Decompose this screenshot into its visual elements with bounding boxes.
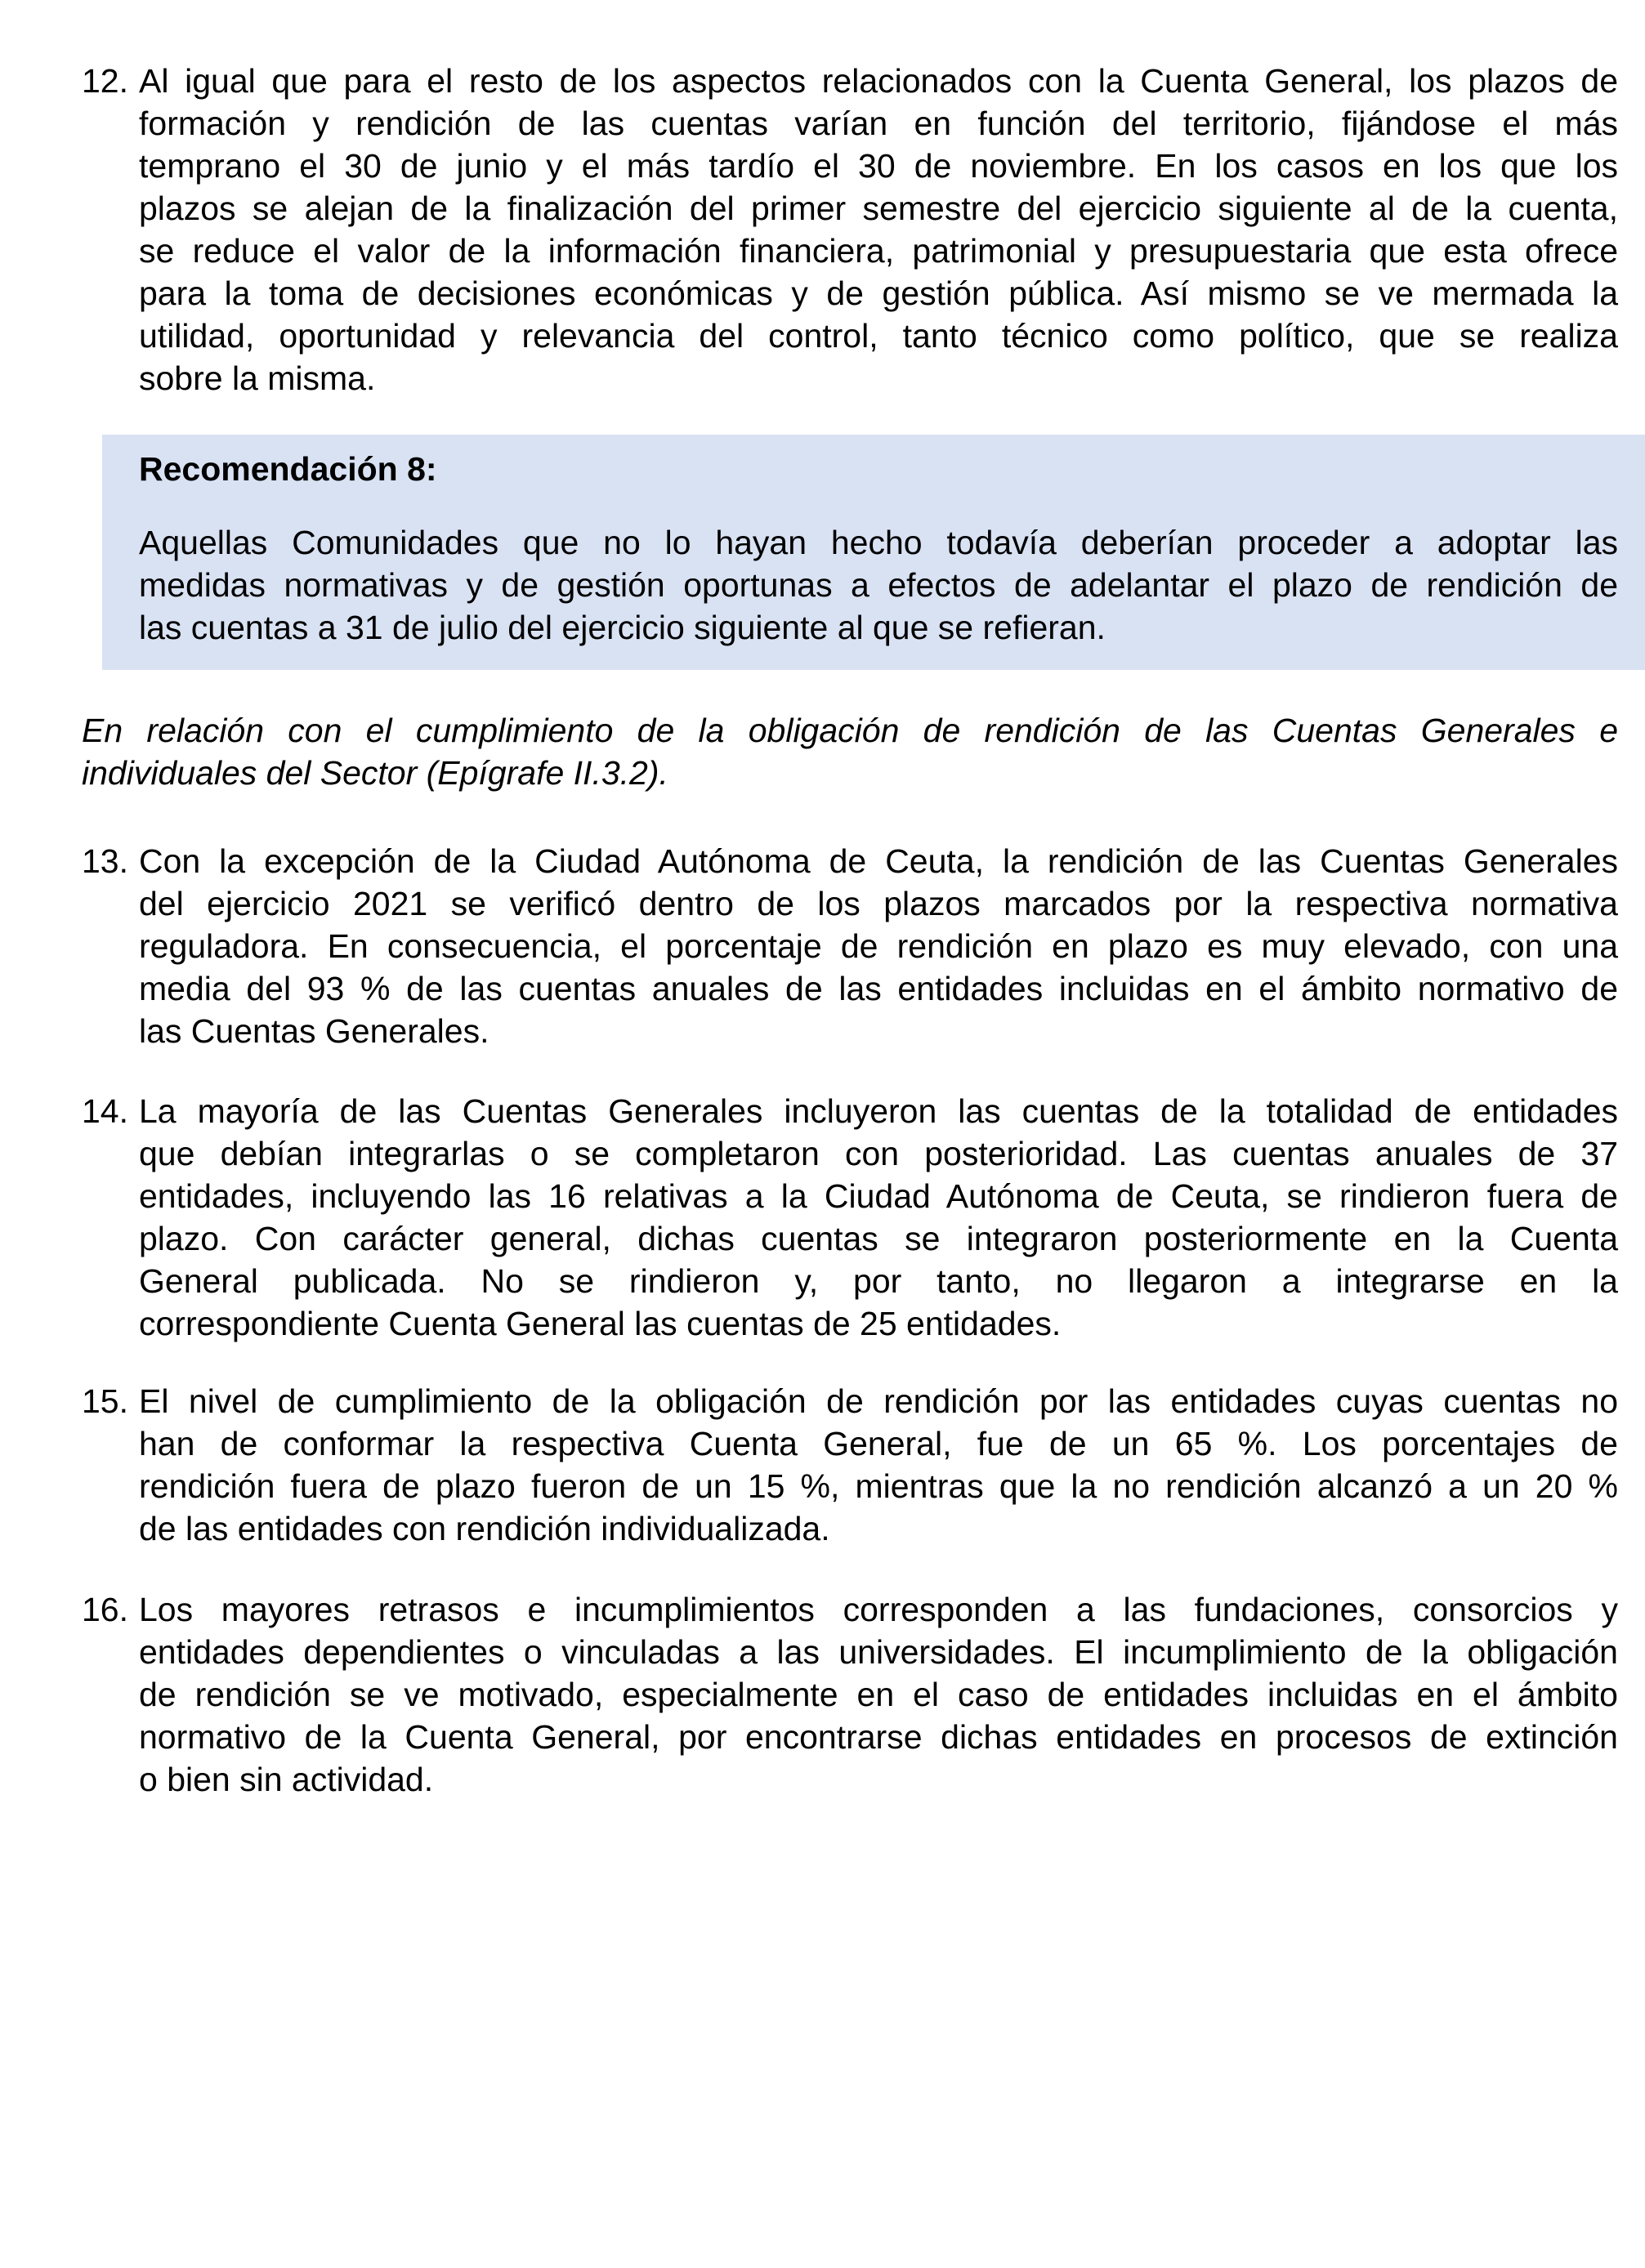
text-line: entidades, incluyendo las 16 relativas a la Ciudad Autónoma de Ceuta, se rindieron fuera de (139, 1177, 1618, 1215)
paragraph-13 (82, 840, 1618, 1052)
text-line: que debían integrarlas o se completaron con posterioridad. Las cuentas anuales de 37 (139, 1135, 1618, 1172)
text-line: reguladora. En consecuencia, el porcentaje de rendición en plazo es muy elevado, con una (139, 927, 1618, 965)
text-line: El nivel de cumplimiento de la obligación de rendición por las entidades cuyas cuentas no (139, 1382, 1618, 1420)
text-line: para la toma de decisiones económicas y de gestión pública. Así mismo se ve mermada la (139, 275, 1618, 312)
paragraph-number: 16. (82, 1591, 128, 1628)
text-line: del ejercicio 2021 se verificó dentro de los plazos marcados por la respectiva normativa (139, 885, 1618, 922)
text-line: Con la excepción de la Ciudad Autónoma de Ceuta, la rendición de las Cuentas Generales (139, 842, 1618, 880)
paragraph-15 (82, 1380, 1618, 1550)
text-line: Al igual que para el resto de los aspectos relacionados con la Cuenta General, los plazos de (139, 62, 1618, 100)
text-line: utilidad, oportunidad y relevancia del control, tanto técnico como político, que se realiza (139, 317, 1618, 355)
paragraph-12 (82, 60, 1618, 400)
text-line: formación y rendición de las cuentas varían en función del territorio, fijándose el más (139, 105, 1618, 142)
recommendation-body (139, 521, 1618, 649)
text-line: rendición fuera de plazo fueron de un 15 %, mientras que la no rendición alcanzó a un 20 % (139, 1467, 1618, 1505)
text-line: entidades dependientes o vinculadas a las universidades. El incumplimiento de la obligación (139, 1633, 1618, 1671)
paragraph-number: 12. (82, 62, 128, 100)
paragraph-number: 13. (82, 842, 128, 880)
recommendation-title: Recomendación 8: (139, 450, 437, 488)
text-line: de las entidades con rendición individualizada. (139, 1510, 830, 1547)
paragraph-number: 14. (82, 1092, 128, 1130)
text-line: se reduce el valor de la información financiera, patrimonial y presupuestaria que esta ofrece (139, 232, 1618, 270)
text-line: sobre la misma. (139, 359, 376, 397)
text-line: medidas normativas y de gestión oportunas a efectos de adelantar el plazo de rendición de (139, 566, 1618, 604)
text-line: o bien sin actividad. (139, 1761, 434, 1798)
paragraphs-before-recommendation (82, 60, 1618, 400)
paragraphs-after-recommendation (82, 840, 1618, 1801)
text-line: plazo. Con carácter general, dichas cuentas se integraron posteriormente en la Cuenta (139, 1220, 1618, 1257)
text-line: las Cuentas Generales. (139, 1012, 489, 1050)
text-line: individuales del Sector (Epígrafe II.3.2). (82, 754, 668, 792)
text-line: plazos se alejan de la finalización del primer semestre del ejercicio siguiente al de la cuenta, (139, 190, 1618, 227)
paragraph-number: 15. (82, 1382, 128, 1420)
paragraph-14 (82, 1090, 1618, 1345)
text-line: correspondiente Cuenta General las cuentas de 25 entidades. (139, 1305, 1062, 1342)
text-line: La mayoría de las Cuentas Generales incluyeron las cuentas de la totalidad de entidades (139, 1092, 1618, 1130)
document-content (82, 60, 1618, 1801)
text-line: General publicada. No se rindieron y, por tanto, no llegaron a integrarse en la (139, 1262, 1618, 1300)
text-line: media del 93 % de las cuentas anuales de las entidades incluidas en el ámbito normativo de (139, 970, 1618, 1007)
text-line: En relación con el cumplimiento de la obligación de rendición de las Cuentas Generales e (82, 712, 1618, 749)
paragraph-16 (82, 1588, 1618, 1801)
text-line: Aquellas Comunidades que no lo hayan hecho todavía deberían proceder a adoptar las (139, 524, 1618, 561)
text-line: han de conformar la respectiva Cuenta General, fue de un 65 %. Los porcentajes de (139, 1425, 1618, 1462)
text-line: temprano el 30 de junio y el más tardío el 30 de noviembre. En los casos en los que los (139, 147, 1618, 185)
text-line: de rendición se ve motivado, especialmente en el caso de entidades incluidas en el ámbito (139, 1676, 1618, 1713)
text-line: las cuentas a 31 de julio del ejercicio siguiente al que se refieran. (139, 609, 1106, 646)
text-line: Los mayores retrasos e incumplimientos corresponden a las fundaciones, consorcios y (139, 1591, 1618, 1628)
recommendation-box (102, 435, 1645, 670)
text-line: normativo de la Cuenta General, por encontrarse dichas entidades en procesos de extinción (139, 1718, 1618, 1756)
section-heading (82, 709, 1618, 794)
